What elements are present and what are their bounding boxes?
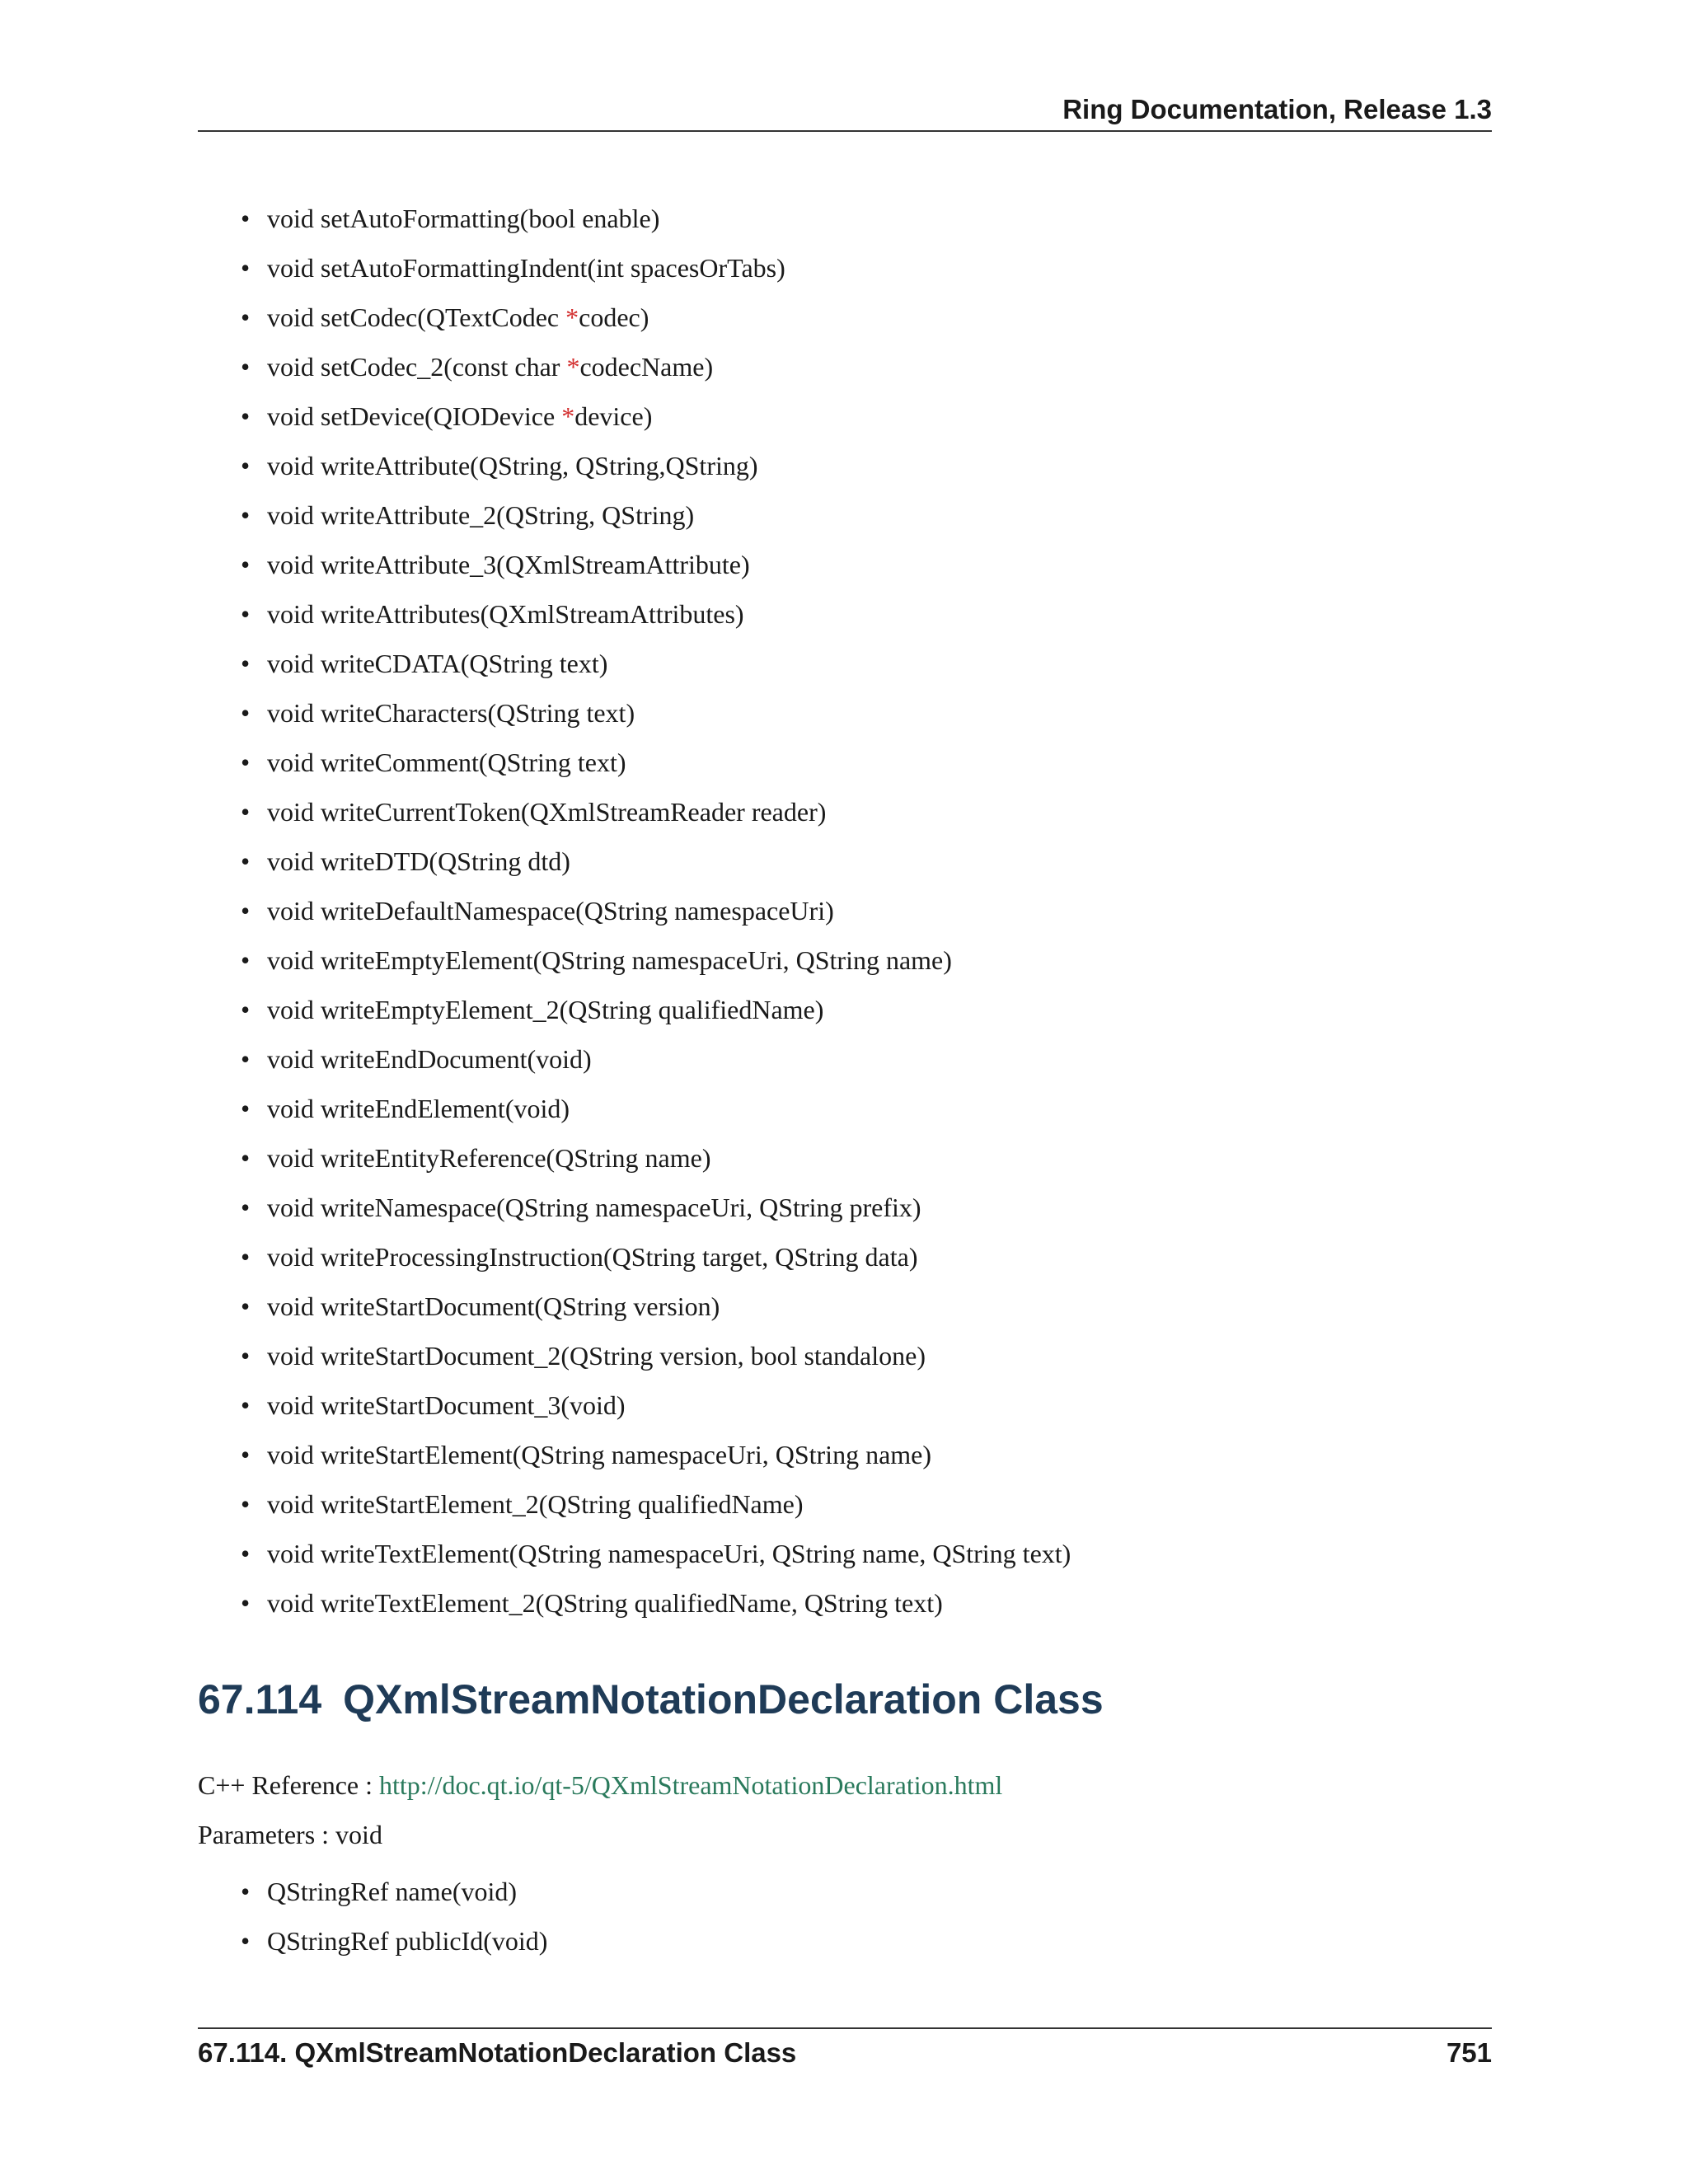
method-signature: void writeEntityReference(QString name) [267, 1143, 711, 1173]
list-item [198, 1331, 1492, 1380]
bullet-icon: • [241, 253, 251, 283]
bullet-icon: • [241, 1094, 251, 1123]
bullet-icon: • [241, 1539, 251, 1568]
method-signature-rest: codec) [579, 302, 649, 332]
bullet-icon: • [241, 1489, 251, 1519]
list-item [198, 787, 1492, 837]
bullet-icon: • [241, 1291, 251, 1321]
member-signature: QStringRef name(void) [267, 1877, 518, 1906]
bullet-icon: • [241, 1440, 251, 1469]
method-signature: void writeStartDocument(QString version) [267, 1291, 720, 1321]
method-signature: void writeStartElement_2(QString qualifiedName) [267, 1489, 804, 1519]
list-item [198, 391, 1492, 441]
member-signature: QStringRef publicId(void) [267, 1926, 548, 1956]
method-signature: void writeAttribute_3(QXmlStreamAttribute) [267, 550, 750, 579]
list-item [198, 886, 1492, 935]
bullet-icon: • [241, 1341, 251, 1371]
bullet-icon: • [241, 945, 251, 975]
list-item [198, 1916, 1492, 1966]
bullet-icon: • [241, 1588, 251, 1618]
list-item [198, 738, 1492, 787]
method-signature: void writeEndElement(void) [267, 1094, 570, 1123]
method-signature: void writeStartDocument_2(QString version, bool standalone) [267, 1341, 926, 1371]
bullet-icon: • [241, 1877, 251, 1906]
method-signature: void setAutoFormattingIndent(int spacesOrTabs) [267, 253, 785, 283]
bullet-icon: • [241, 401, 251, 431]
page-number: 751 [1446, 2037, 1492, 2068]
page-header [198, 91, 1492, 132]
method-signature: void writeTextElement_2(QString qualifiedName, QString text) [267, 1588, 943, 1618]
method-signature: void writeCurrentToken(QXmlStreamReader reader) [267, 797, 827, 827]
list-item [198, 293, 1492, 342]
bullet-icon: • [241, 1926, 251, 1956]
page-footer [198, 2027, 1492, 2068]
list-item [198, 1034, 1492, 1084]
method-signature: void writeAttribute(QString, QString,QString) [267, 451, 758, 480]
method-signature: void writeProcessingInstruction(QString target, QString data) [267, 1242, 918, 1272]
cpp-reference-link[interactable]: http://doc.qt.io/qt-5/QXmlStreamNotationDeclaration.html [379, 1770, 1003, 1800]
method-signature: void writeAttribute_2(QString, QString) [267, 500, 695, 530]
bullet-icon: • [241, 995, 251, 1024]
method-signature-rest: codecName) [579, 352, 714, 382]
list-item [198, 1529, 1492, 1578]
bullet-icon: • [241, 500, 251, 530]
method-signature: void writeCharacters(QString text) [267, 698, 635, 728]
bullet-icon: • [241, 1044, 251, 1074]
method-signature: void setDevice(QIODevice [267, 401, 562, 431]
list-item [198, 639, 1492, 688]
bullet-icon: • [241, 599, 251, 629]
list-item [198, 243, 1492, 293]
method-signature: void writeDefaultNamespace(QString namespaceUri) [267, 896, 834, 926]
section-number: 67.114 [198, 1676, 322, 1722]
list-item [198, 441, 1492, 490]
list-item [198, 1430, 1492, 1479]
method-signature: void writeDTD(QString dtd) [267, 846, 570, 876]
section-title: QXmlStreamNotationDeclaration Class [343, 1676, 1104, 1722]
list-item [198, 1380, 1492, 1430]
list-item [198, 935, 1492, 985]
method-signature: void setCodec_2(const char [267, 352, 567, 382]
pointer-asterisk: * [561, 401, 575, 431]
document-title: Ring Documentation, Release 1.3 [1062, 94, 1492, 124]
list-item [198, 1133, 1492, 1183]
list-item [198, 490, 1492, 540]
bullet-icon: • [241, 649, 251, 678]
method-signature: void writeComment(QString text) [267, 748, 626, 777]
footer-section-title: 67.114. QXmlStreamNotationDeclaration Class [198, 2037, 797, 2068]
method-signature: void writeAttributes(QXmlStreamAttributes) [267, 599, 744, 629]
list-item [198, 1578, 1492, 1628]
pointer-asterisk: * [566, 352, 580, 382]
list-item [198, 342, 1492, 391]
method-signature: void setAutoFormatting(bool enable) [267, 204, 660, 233]
method-signature: void writeTextElement(QString namespaceUri, QString name, QString text) [267, 1539, 1071, 1568]
list-item [198, 1479, 1492, 1529]
cpp-reference-label: C++ Reference : [198, 1770, 379, 1800]
parameters-line: Parameters : void [198, 1820, 382, 1849]
list-item [198, 540, 1492, 589]
bullet-icon: • [241, 1143, 251, 1173]
list-item [198, 1282, 1492, 1331]
section-heading [198, 1675, 1104, 1723]
method-list [198, 194, 1492, 1628]
method-signature: void writeNamespace(QString namespaceUri, QString prefix) [267, 1193, 921, 1222]
bullet-icon: • [241, 748, 251, 777]
list-item [198, 1232, 1492, 1282]
list-item [198, 1084, 1492, 1133]
list-item [198, 1183, 1492, 1232]
list-item [198, 589, 1492, 639]
cpp-reference [198, 1770, 1002, 1801]
method-signature: void writeStartDocument_3(void) [267, 1390, 626, 1420]
list-item [198, 985, 1492, 1034]
bullet-icon: • [241, 1242, 251, 1272]
bullet-icon: • [241, 1193, 251, 1222]
member-list [198, 1867, 1492, 1966]
bullet-icon: • [241, 550, 251, 579]
method-signature: void writeStartElement(QString namespaceUri, QString name) [267, 1440, 932, 1469]
method-signature: void setCodec(QTextCodec [267, 302, 566, 332]
bullet-icon: • [241, 1390, 251, 1420]
list-item [198, 837, 1492, 886]
bullet-icon: • [241, 302, 251, 332]
bullet-icon: • [241, 797, 251, 827]
pointer-asterisk: * [565, 302, 579, 332]
list-item [198, 194, 1492, 243]
list-item [198, 1867, 1492, 1916]
bullet-icon: • [241, 352, 251, 382]
method-signature: void writeEmptyElement(QString namespaceUri, QString name) [267, 945, 952, 975]
list-item [198, 688, 1492, 738]
bullet-icon: • [241, 204, 251, 233]
bullet-icon: • [241, 698, 251, 728]
bullet-icon: • [241, 451, 251, 480]
bullet-icon: • [241, 896, 251, 926]
method-signature-rest: device) [574, 401, 653, 431]
method-signature: void writeEndDocument(void) [267, 1044, 592, 1074]
method-signature: void writeEmptyElement_2(QString qualifiedName) [267, 995, 824, 1024]
bullet-icon: • [241, 846, 251, 876]
method-signature: void writeCDATA(QString text) [267, 649, 608, 678]
